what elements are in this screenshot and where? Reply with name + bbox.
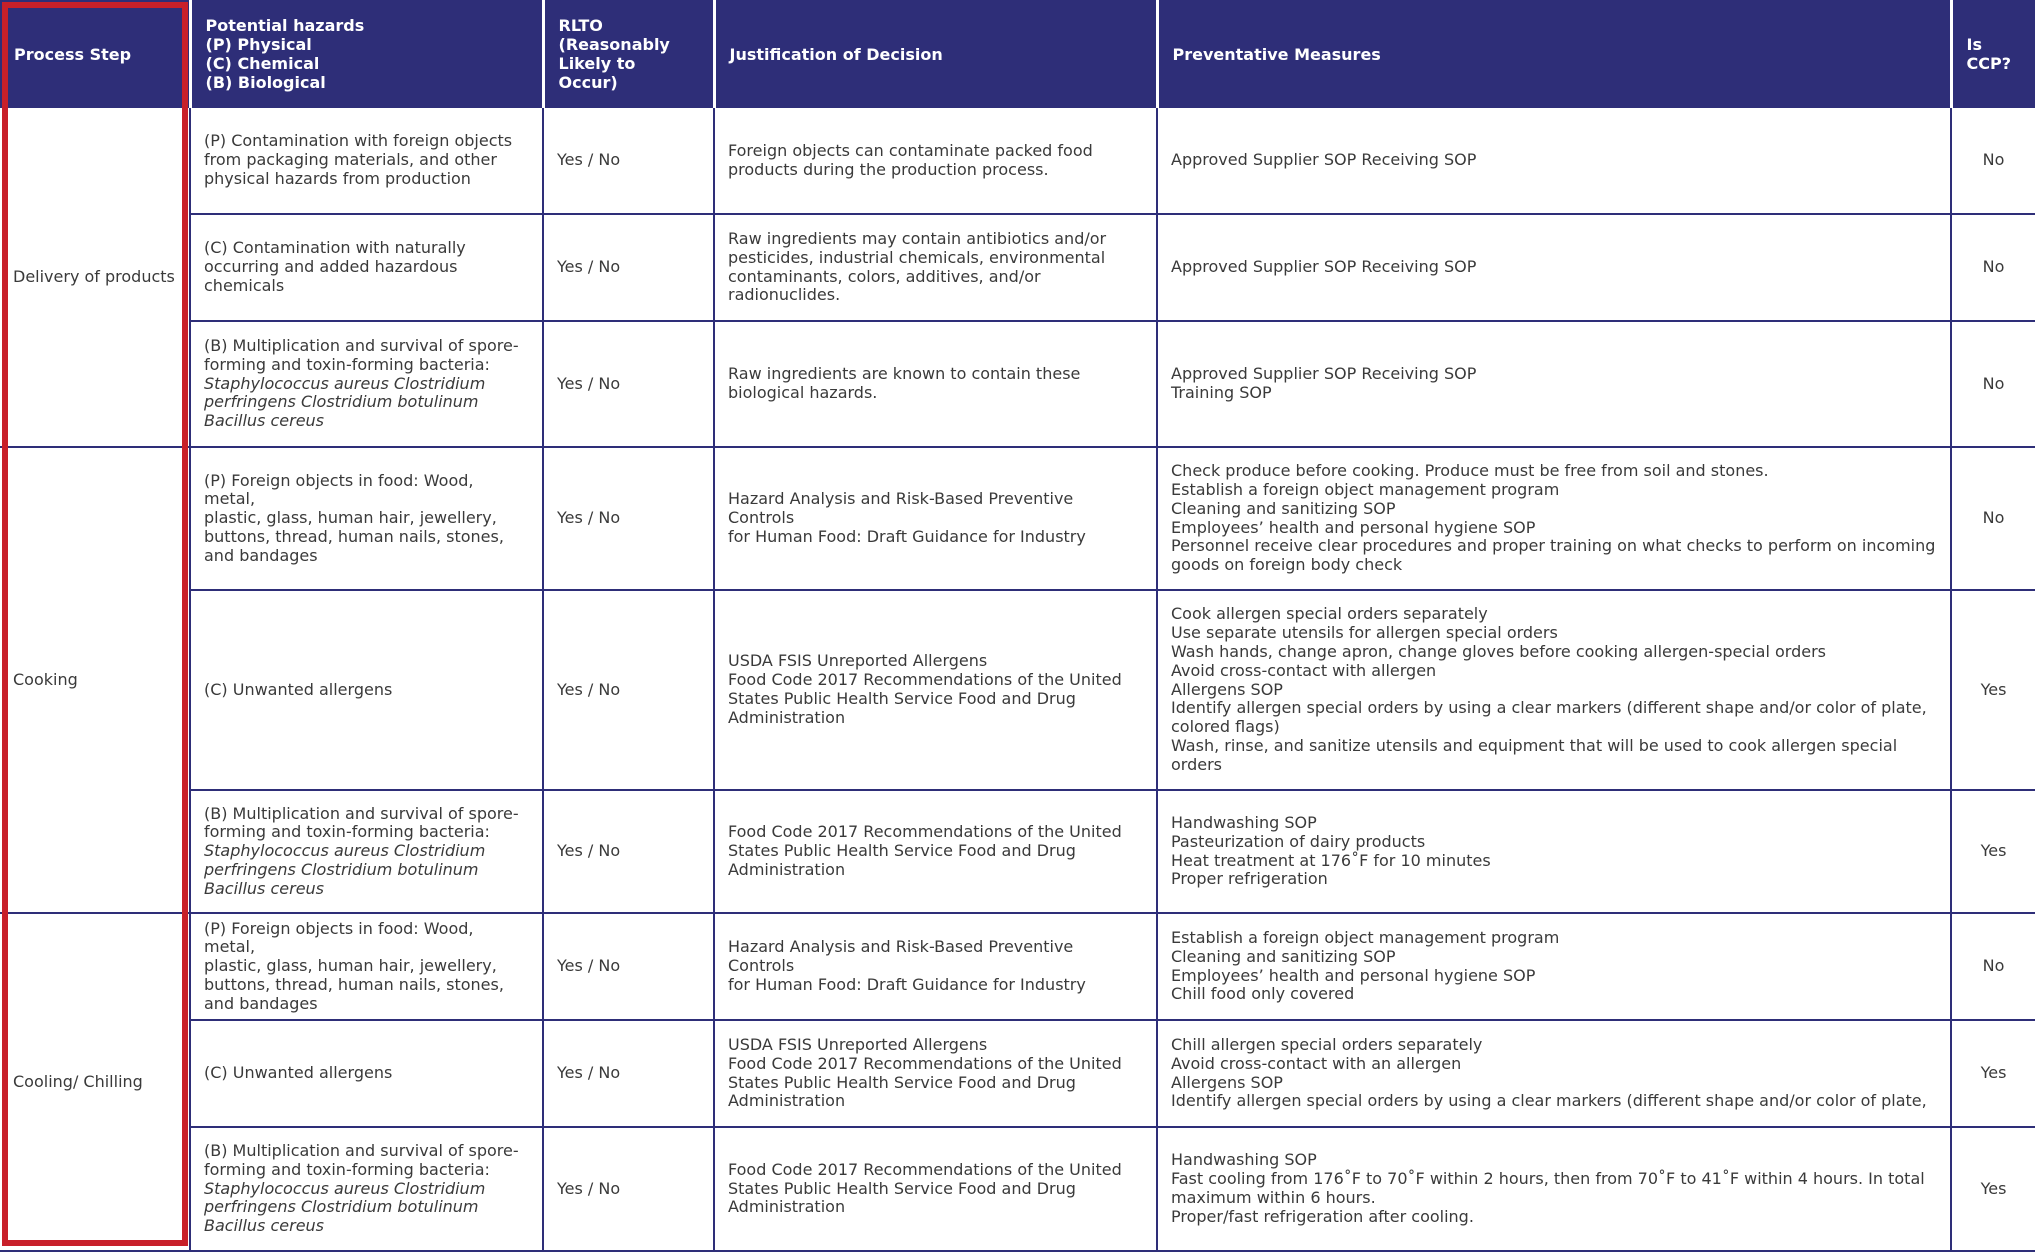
hazard-cell bbox=[190, 108, 543, 214]
header-hazards-line: Potential hazards bbox=[205, 16, 365, 35]
header-ccp-line: CCP? bbox=[1966, 54, 2011, 73]
hazard-cell bbox=[190, 447, 543, 590]
justification-line: Administration bbox=[728, 1091, 846, 1111]
justification-line: States Public Health Service Food and Drug bbox=[728, 841, 1076, 861]
hazard-organism-line: Bacillus cereus bbox=[204, 411, 325, 431]
rlto-cell: Yes / No bbox=[543, 590, 714, 790]
hazard-line: (B) Multiplication and survival of spore- bbox=[204, 336, 519, 355]
measure-line: Approved Supplier SOP Receiving SOP bbox=[1171, 150, 1477, 170]
header-process-step: Process Step bbox=[0, 0, 190, 108]
header-ccp-line: Is bbox=[1966, 35, 1982, 54]
table-row bbox=[0, 447, 2035, 590]
justification-line: Administration bbox=[728, 1197, 846, 1217]
header-hazards bbox=[190, 0, 543, 108]
measure-line: Chill allergen special orders separately bbox=[1171, 1034, 1483, 1054]
justification-line: radionuclides. bbox=[728, 285, 841, 305]
hazard-cell bbox=[190, 321, 543, 447]
justification-line: Food Code 2017 Recommendations of the United bbox=[728, 1159, 1122, 1179]
measure-line: Pasteurization of dairy products bbox=[1171, 831, 1426, 851]
header-row bbox=[0, 0, 2035, 108]
measure-line: Approved Supplier SOP Receiving SOP bbox=[1171, 364, 1477, 384]
measure-line: Allergens SOP bbox=[1171, 679, 1283, 699]
measure-line: goods on foreign body check bbox=[1171, 555, 1403, 575]
hazard-cell bbox=[190, 913, 543, 1020]
measure-line: Identify allergen special orders by using a clear markers (different shape and/or color of plate, bbox=[1171, 1091, 1927, 1111]
measure-line: Check produce before cooking. Produce must be free from soil and stones. bbox=[1171, 461, 1769, 481]
table-row bbox=[0, 108, 2035, 214]
hazard-line: forming and toxin-forming bacteria: bbox=[204, 354, 490, 374]
process-step-cell: Cooling/ Chilling bbox=[0, 913, 190, 1251]
measure-line: Handwashing SOP bbox=[1171, 1150, 1317, 1170]
measure-line: Employees’ health and personal hygiene SOP bbox=[1171, 965, 1536, 985]
hazard-organism-line: perfringens Clostridium botulinum bbox=[204, 859, 479, 879]
justification-line: States Public Health Service Food and Drug bbox=[728, 1072, 1076, 1092]
justification-line: for Human Food: Draft Guidance for Industry bbox=[728, 974, 1086, 994]
measures-cell bbox=[1157, 1127, 1951, 1251]
hazard-organism-line: Staphylococcus aureus Clostridium bbox=[204, 373, 486, 393]
measure-line: Proper/fast refrigeration after cooling. bbox=[1171, 1206, 1474, 1226]
justification-cell bbox=[714, 790, 1157, 913]
justification-cell bbox=[714, 913, 1157, 1020]
justification-line: Hazard Analysis and Risk-Based Preventive Controls bbox=[728, 489, 1074, 528]
measure-line: colored flags) bbox=[1171, 717, 1280, 737]
hazard-line: (P) Foreign objects in food: Wood, metal, bbox=[204, 918, 474, 957]
justification-cell bbox=[714, 1127, 1157, 1251]
measures-cell bbox=[1157, 790, 1951, 913]
rlto-cell: Yes / No bbox=[543, 447, 714, 590]
rlto-cell: Yes / No bbox=[543, 913, 714, 1020]
hazard-line: occurring and added hazardous bbox=[204, 257, 458, 277]
hazard-cell bbox=[190, 590, 543, 790]
justification-line: Food Code 2017 Recommendations of the United bbox=[728, 822, 1122, 842]
ccp-cell: No bbox=[1951, 447, 2035, 590]
measure-line: Avoid cross-contact with an allergen bbox=[1171, 1053, 1462, 1073]
table-row bbox=[0, 214, 2035, 321]
header-rlto-line: (Reasonably bbox=[558, 35, 670, 54]
hazard-organism-line: Bacillus cereus bbox=[204, 1216, 325, 1236]
justification-line: biological hazards. bbox=[728, 383, 878, 402]
justification-line: Raw ingredients may contain antibiotics and/or bbox=[728, 228, 1107, 248]
justification-line: USDA FSIS Unreported Allergens bbox=[728, 1034, 988, 1054]
hazard-line: forming and toxin-forming bacteria: bbox=[204, 822, 490, 842]
hazard-line: physical hazards from production bbox=[204, 168, 471, 188]
hazard-line: plastic, glass, human hair, jewellery, bbox=[204, 508, 497, 528]
measures-cell bbox=[1157, 590, 1951, 790]
hazard-organism-line: perfringens Clostridium botulinum bbox=[204, 392, 479, 412]
justification-cell bbox=[714, 447, 1157, 590]
hazard-line: buttons, thread, human nails, stones, bbox=[204, 974, 504, 994]
ccp-cell: No bbox=[1951, 214, 2035, 321]
measure-line: Chill food only covered bbox=[1171, 984, 1355, 1004]
hazard-line: and bandages bbox=[204, 993, 318, 1013]
measure-line: Wash hands, change apron, change gloves before cooking allergen-special orders bbox=[1171, 642, 1826, 661]
measure-line: Establish a foreign object management program bbox=[1171, 479, 1560, 499]
hazard-line: and bandages bbox=[204, 545, 318, 565]
measures-cell bbox=[1157, 108, 1951, 214]
ccp-cell: Yes bbox=[1951, 1127, 2035, 1251]
rlto-cell: Yes / No bbox=[543, 321, 714, 447]
hazard-line: chemicals bbox=[204, 275, 285, 295]
measures-cell bbox=[1157, 1020, 1951, 1127]
justification-cell bbox=[714, 108, 1157, 214]
measure-line: Heat treatment at 176˚F for 10 minutes bbox=[1171, 850, 1491, 870]
measure-line: Handwashing SOP bbox=[1171, 812, 1317, 832]
measures-cell bbox=[1157, 447, 1951, 590]
hazard-line: (P) Contamination with foreign objects bbox=[204, 131, 513, 151]
justification-line: Administration bbox=[728, 859, 846, 879]
hazard-line: from packaging materials, and other bbox=[204, 150, 497, 170]
measure-line: Approved Supplier SOP Receiving SOP bbox=[1171, 257, 1477, 277]
measure-line: Avoid cross-contact with allergen bbox=[1171, 660, 1437, 680]
measure-line: Wash, rinse, and sanitize utensils and equipment that will be used to cook allergen special bbox=[1171, 735, 1898, 755]
table-row bbox=[0, 321, 2035, 447]
justification-cell bbox=[714, 321, 1157, 447]
hazard-line: plastic, glass, human hair, jewellery, bbox=[204, 956, 497, 976]
ccp-cell: No bbox=[1951, 321, 2035, 447]
justification-cell bbox=[714, 214, 1157, 321]
measure-line: Fast cooling from 176˚F to 70˚F within 2 hours, then from 70˚F to 41˚F within 4 hours. In total bbox=[1171, 1169, 1925, 1189]
header-rlto-line: RLTO bbox=[558, 16, 603, 35]
hazard-organism-line: Bacillus cereus bbox=[204, 878, 325, 898]
hazard-line: (C) Unwanted allergens bbox=[204, 1063, 393, 1083]
justification-cell bbox=[714, 1020, 1157, 1127]
hazard-line: (P) Foreign objects in food: Wood, metal, bbox=[204, 470, 474, 509]
justification-line: States Public Health Service Food and Drug bbox=[728, 689, 1076, 708]
hazard-cell bbox=[190, 214, 543, 321]
justification-line: Foreign objects can contaminate packed food bbox=[728, 140, 1093, 160]
hazard-cell bbox=[190, 1020, 543, 1127]
table-row bbox=[0, 1127, 2035, 1251]
measure-line: Allergens SOP bbox=[1171, 1072, 1283, 1092]
header-hazards-line: (P) Physical bbox=[205, 35, 312, 54]
rlto-cell: Yes / No bbox=[543, 108, 714, 214]
rlto-cell: Yes / No bbox=[543, 790, 714, 913]
justification-line: contaminants, colors, additives, and/or bbox=[728, 266, 1041, 286]
measure-line: Cleaning and sanitizing SOP bbox=[1171, 498, 1396, 518]
measure-line: Use separate utensils for allergen special orders bbox=[1171, 623, 1558, 643]
measures-cell bbox=[1157, 913, 1951, 1020]
hazard-organism-line: Staphylococcus aureus Clostridium bbox=[204, 1178, 486, 1198]
rlto-cell: Yes / No bbox=[543, 1020, 714, 1127]
hazard-cell bbox=[190, 790, 543, 913]
justification-line: Administration bbox=[728, 707, 846, 727]
header-rlto bbox=[543, 0, 714, 108]
measure-line: Personnel receive clear procedures and proper training on what checks to perform on incoming bbox=[1171, 536, 1936, 556]
measures-cell bbox=[1157, 214, 1951, 321]
measure-line: Proper refrigeration bbox=[1171, 869, 1328, 889]
header-rlto-line: Likely to Occur) bbox=[558, 54, 636, 92]
process-step-cell: Cooking bbox=[0, 447, 190, 913]
measure-line: Cook allergen special orders separately bbox=[1171, 604, 1488, 624]
table-row bbox=[0, 1020, 2035, 1127]
measure-line: maximum within 6 hours. bbox=[1171, 1188, 1376, 1207]
table-row bbox=[0, 913, 2035, 1020]
measure-line: Identify allergen special orders by using a clear markers (different shape and/or color of plate, bbox=[1171, 698, 1927, 718]
header-preventative: Preventative Measures bbox=[1157, 0, 1951, 108]
header-hazards-line: (B) Biological bbox=[205, 73, 326, 92]
justification-line: for Human Food: Draft Guidance for Industry bbox=[728, 526, 1086, 546]
hazard-line: (C) Unwanted allergens bbox=[204, 679, 393, 699]
measure-line: Training SOP bbox=[1171, 383, 1272, 402]
ccp-cell: Yes bbox=[1951, 790, 2035, 913]
table-body bbox=[0, 108, 2035, 1251]
hazard-line: (B) Multiplication and survival of spore- bbox=[204, 803, 519, 823]
measure-line: Establish a foreign object management program bbox=[1171, 927, 1560, 947]
justification-line: Food Code 2017 Recommendations of the United bbox=[728, 1053, 1122, 1073]
hazard-cell bbox=[190, 1127, 543, 1251]
process-step-cell: Delivery of products bbox=[0, 108, 190, 447]
ccp-cell: No bbox=[1951, 108, 2035, 214]
rlto-cell: Yes / No bbox=[543, 1127, 714, 1251]
justification-line: Hazard Analysis and Risk-Based Preventive Controls bbox=[728, 937, 1074, 976]
justification-line: Raw ingredients are known to contain these bbox=[728, 364, 1081, 384]
hazard-line: forming and toxin-forming bacteria: bbox=[204, 1159, 490, 1179]
ccp-cell: Yes bbox=[1951, 1020, 2035, 1127]
header-ccp bbox=[1951, 0, 2035, 108]
table-row bbox=[0, 790, 2035, 913]
justification-line: USDA FSIS Unreported Allergens bbox=[728, 651, 988, 671]
measure-line: Cleaning and sanitizing SOP bbox=[1171, 946, 1396, 966]
hazard-line: buttons, thread, human nails, stones, bbox=[204, 526, 504, 546]
justification-cell bbox=[714, 590, 1157, 790]
measures-cell bbox=[1157, 321, 1951, 447]
justification-line: products during the production process. bbox=[728, 159, 1049, 179]
justification-line: States Public Health Service Food and Drug bbox=[728, 1178, 1076, 1198]
rlto-cell: Yes / No bbox=[543, 214, 714, 321]
header-justification: Justification of Decision bbox=[714, 0, 1157, 108]
ccp-cell: No bbox=[1951, 913, 2035, 1020]
hazard-line: (C) Contamination with naturally bbox=[204, 238, 466, 258]
ccp-cell: Yes bbox=[1951, 590, 2035, 790]
justification-line: pesticides, industrial chemicals, environmental bbox=[728, 247, 1106, 267]
measure-line: orders bbox=[1171, 754, 1222, 774]
hazard-organism-line: Staphylococcus aureus Clostridium bbox=[204, 841, 486, 861]
justification-line: Food Code 2017 Recommendations of the United bbox=[728, 670, 1122, 690]
hazard-line: (B) Multiplication and survival of spore- bbox=[204, 1141, 519, 1160]
table-row bbox=[0, 590, 2035, 790]
measure-line: Employees’ health and personal hygiene SOP bbox=[1171, 517, 1536, 537]
header-hazards-line: (C) Chemical bbox=[205, 54, 320, 73]
hazard-organism-line: perfringens Clostridium botulinum bbox=[204, 1197, 479, 1217]
